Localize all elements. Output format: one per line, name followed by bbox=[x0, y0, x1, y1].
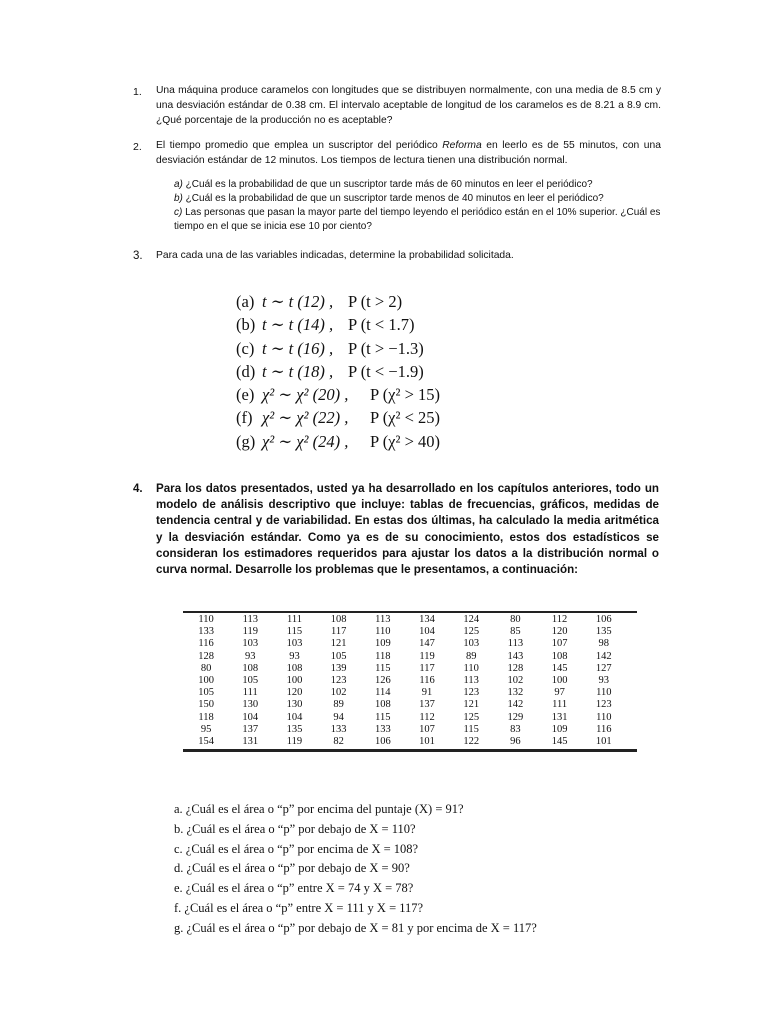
table-cell: 82 bbox=[333, 736, 344, 748]
table-cell: 111 bbox=[552, 699, 568, 711]
table-cell: 110 bbox=[596, 687, 612, 699]
probability-item-b bbox=[236, 313, 440, 336]
part-text: Las personas que pasan la mayor parte del tiempo leyendo el periódico están en el 10% superior. ¿Cuál es tiempo en el que se inicia ese 10 por ciento? bbox=[174, 207, 661, 232]
table-cell: 113 bbox=[463, 675, 479, 687]
item-label: (e) bbox=[236, 385, 255, 405]
table-cell: 118 bbox=[198, 711, 214, 723]
table-cell: 113 bbox=[507, 638, 524, 650]
table-cell: 123 bbox=[595, 699, 612, 711]
table-cell: 109 bbox=[551, 723, 568, 735]
subquestion-f: f. ¿Cuál es el área o “p” entre X = 111 y X = 117? bbox=[174, 900, 424, 915]
item-label: (c) bbox=[236, 338, 255, 358]
table-cell: 110 bbox=[596, 711, 612, 723]
probability-item-f bbox=[236, 406, 440, 429]
item-probability: P (t > −1.3) bbox=[348, 338, 424, 358]
item-label: (g) bbox=[236, 431, 256, 451]
part-text: ¿Cuál es la probabilidad de que un suscriptor tarde más de 60 minutos en leer el periódico? bbox=[182, 179, 593, 190]
table-cell: 150 bbox=[198, 699, 214, 711]
table-cell: 105 bbox=[198, 687, 214, 699]
probability-item-a bbox=[236, 290, 440, 313]
probability-item-d bbox=[236, 360, 440, 383]
question-2-number: 2. bbox=[133, 141, 142, 153]
table-row bbox=[184, 724, 626, 736]
item-distribution: t ∼ t (18) , bbox=[262, 361, 334, 381]
table-cell: 119 bbox=[286, 736, 303, 748]
item-label: (b) bbox=[236, 315, 256, 335]
table-cell: 119 bbox=[419, 650, 435, 662]
table-cell: 83 bbox=[510, 723, 521, 735]
table-cell: 133 bbox=[330, 723, 347, 735]
question-4-number: 4. bbox=[133, 483, 143, 495]
question-4-text: Para los datos presentados, usted ya ha desarrollado en los capítulos anteriores, todo un modelo de análisis descriptivo que incluye: tablas de frecuencias, gráficos, medidas de tendencia central y de variabilidad. En estas dos últimas, ha calculado la media aritmética y la desviación estándar. Como ya es de su conocimiento, estos dos estadísticos se consideran los estimadores requeridos para ajustar los datos a la distribución normal o curva normal. Desarrolle los problemas que le presentamos, a continuación: bbox=[156, 482, 659, 577]
subquestion-c: c. ¿Cuál es el área o “p” por encima de X = 108? bbox=[174, 841, 419, 856]
table-cell: 100 bbox=[198, 675, 214, 687]
item-probability: P (t < 1.7) bbox=[348, 315, 415, 335]
table-cell: 110 bbox=[198, 614, 214, 625]
table-cell: 131 bbox=[551, 711, 568, 723]
probability-list bbox=[236, 290, 440, 453]
table-cell: 113 bbox=[242, 614, 258, 625]
item-distribution: t ∼ t (16) , bbox=[262, 338, 334, 358]
table-cell: 129 bbox=[507, 711, 524, 723]
table-cell: 114 bbox=[375, 687, 391, 699]
item-distribution: χ² ∼ χ² (24) , bbox=[262, 431, 349, 451]
subquestion-g: g. ¿Cuál es el área o “p” por debajo de X = 81 y por encima de X = 117? bbox=[174, 920, 537, 935]
table-cell: 142 bbox=[507, 699, 524, 711]
table-row bbox=[184, 675, 626, 687]
item-distribution: t ∼ t (12) , bbox=[262, 292, 334, 311]
table-cell: 102 bbox=[330, 687, 347, 699]
table-cell: 116 bbox=[198, 638, 214, 650]
table-cell: 106 bbox=[374, 736, 391, 748]
probability-item-c bbox=[236, 337, 440, 360]
table-cell: 111 bbox=[286, 614, 302, 625]
table-cell: 117 bbox=[330, 626, 347, 638]
table-cell: 115 bbox=[375, 711, 391, 723]
table-cell: 108 bbox=[286, 662, 303, 674]
table-cell: 135 bbox=[595, 626, 612, 638]
item-distribution: χ² ∼ χ² (20) , bbox=[262, 385, 349, 405]
table-cell: 119 bbox=[242, 626, 258, 638]
table-row bbox=[184, 736, 626, 748]
table-cell: 137 bbox=[242, 723, 259, 735]
table-cell: 80 bbox=[200, 662, 212, 674]
table-cell: 98 bbox=[598, 638, 610, 650]
table-cell: 94 bbox=[333, 711, 344, 723]
table-cell: 147 bbox=[419, 638, 435, 650]
question-1-text: Una máquina produce caramelos con longitudes que se distribuyen normalmente, con una media de 8.5 cm y una desviación estándar de 0.38 cm. El intervalo aceptable de longitud de los caramelos es de 8.21 a 8.9 cm. ¿Qué porcentaje de la producción no es aceptable? bbox=[156, 85, 661, 126]
probability-item-e bbox=[236, 383, 440, 406]
table-cell: 143 bbox=[507, 650, 524, 662]
table-cell: 116 bbox=[419, 675, 435, 687]
table-cell: 107 bbox=[419, 723, 435, 735]
table-cell: 89 bbox=[333, 699, 344, 711]
table-cell: 109 bbox=[374, 638, 391, 650]
table-cell: 110 bbox=[375, 626, 391, 638]
table-cell: 100 bbox=[551, 675, 568, 687]
table-row bbox=[184, 663, 626, 675]
table-cell: 108 bbox=[330, 614, 347, 625]
item-probability: P (χ² < 25) bbox=[370, 408, 441, 428]
table-top-rule bbox=[183, 611, 637, 613]
table-cell: 145 bbox=[551, 662, 568, 674]
table-cell: 145 bbox=[551, 736, 568, 748]
table-cell: 97 bbox=[554, 687, 565, 699]
table-cell: 112 bbox=[551, 614, 568, 625]
part-letter: c) bbox=[174, 207, 183, 218]
table-cell: 103 bbox=[242, 638, 259, 650]
table-cell: 125 bbox=[463, 626, 480, 638]
question-2-text-part: en leerlo es de 55 minutos, con una desviación estándar de 12 minutos. Los tiempos de lectura tienen una distribución normal. bbox=[156, 140, 661, 166]
item-label: (a) bbox=[236, 292, 255, 311]
table-cell: 80 bbox=[510, 614, 521, 625]
table-row bbox=[184, 712, 626, 724]
table-cell: 103 bbox=[286, 638, 303, 650]
item-label: (d) bbox=[236, 361, 256, 381]
table-cell: 115 bbox=[463, 723, 479, 735]
newspaper-name: Reforma bbox=[442, 140, 482, 151]
table-cell: 112 bbox=[419, 711, 435, 723]
table-cell: 134 bbox=[419, 614, 435, 625]
table-row bbox=[184, 699, 626, 711]
item-probability: P (χ² > 40) bbox=[370, 431, 441, 451]
table-cell: 95 bbox=[200, 723, 212, 735]
table-cell: 132 bbox=[507, 687, 524, 699]
table-cell: 93 bbox=[598, 675, 610, 687]
table-cell: 131 bbox=[242, 736, 259, 748]
part-text: ¿Cuál es la probabilidad de que un suscriptor tarde menos de 40 minutos en leer el periódico? bbox=[182, 193, 604, 204]
question-2-text bbox=[156, 138, 661, 168]
table-cell: 108 bbox=[242, 662, 259, 674]
table-cell: 111 bbox=[242, 687, 258, 699]
question-2-text-part: El tiempo promedio que emplea un suscriptor del periódico bbox=[156, 140, 443, 151]
table-cell: 130 bbox=[242, 699, 259, 711]
question-1-number: 1. bbox=[133, 86, 142, 98]
table-cell: 133 bbox=[374, 723, 391, 735]
question-2-part-b bbox=[174, 192, 664, 206]
table-cell: 91 bbox=[421, 687, 433, 699]
table-cell: 126 bbox=[374, 675, 391, 687]
table-cell: 104 bbox=[286, 711, 303, 723]
table-cell: 101 bbox=[595, 736, 612, 748]
table-cell: 93 bbox=[289, 650, 300, 662]
table-cell: 101 bbox=[419, 736, 435, 748]
part-letter: a) bbox=[174, 179, 183, 190]
table-cell: 118 bbox=[375, 650, 391, 662]
table-cell: 110 bbox=[463, 662, 479, 674]
table-cell: 124 bbox=[463, 614, 480, 625]
table-cell: 85 bbox=[510, 626, 521, 638]
table-cell: 135 bbox=[286, 723, 303, 735]
item-probability: P (t > 2) bbox=[348, 292, 403, 311]
data-table-body bbox=[184, 614, 626, 748]
item-distribution: χ² ∼ χ² (22) , bbox=[262, 408, 349, 428]
table-cell: 137 bbox=[419, 699, 435, 711]
item-probability: P (t < −1.9) bbox=[348, 361, 424, 381]
table-bottom-rule bbox=[183, 749, 637, 752]
table-cell: 115 bbox=[286, 626, 303, 638]
table-cell: 125 bbox=[463, 711, 480, 723]
table-row bbox=[184, 638, 626, 650]
subquestion-e: e. ¿Cuál es el área o “p” entre X = 74 y X = 78? bbox=[174, 881, 414, 896]
item-probability: P (χ² > 15) bbox=[370, 385, 441, 405]
table-cell: 121 bbox=[463, 699, 480, 711]
table-cell: 89 bbox=[465, 650, 477, 662]
table-cell: 104 bbox=[242, 711, 259, 723]
table-cell: 115 bbox=[375, 662, 391, 674]
table-cell: 100 bbox=[286, 675, 303, 687]
question-2-part-c bbox=[174, 206, 664, 234]
table-cell: 105 bbox=[242, 675, 259, 687]
item-label: (f) bbox=[236, 408, 253, 428]
table-cell: 107 bbox=[551, 638, 568, 650]
part-letter: b) bbox=[174, 193, 183, 204]
subquestion-b: b. ¿Cuál es el área o “p” por debajo de X = 110? bbox=[174, 821, 416, 836]
table-cell: 117 bbox=[419, 662, 435, 674]
table-cell: 142 bbox=[595, 650, 612, 662]
table-row bbox=[184, 651, 626, 663]
table-cell: 113 bbox=[375, 614, 391, 625]
table-cell: 133 bbox=[198, 626, 214, 638]
table-cell: 103 bbox=[463, 638, 480, 650]
table-cell: 121 bbox=[330, 638, 347, 650]
question-3-text: Para cada una de las variables indicadas, determine la probabilidad solicitada. bbox=[156, 250, 514, 261]
question-3-number: 3. bbox=[133, 250, 143, 262]
table-cell: 123 bbox=[330, 675, 347, 687]
table-row bbox=[184, 614, 626, 626]
question-2-part-a bbox=[174, 178, 664, 192]
table-cell: 122 bbox=[463, 736, 480, 748]
subquestion-d: d. ¿Cuál es el área o “p” por debajo de X = 90? bbox=[174, 861, 410, 876]
table-cell: 116 bbox=[596, 723, 612, 735]
table-cell: 102 bbox=[507, 675, 524, 687]
table-cell: 127 bbox=[595, 662, 612, 674]
data-table bbox=[184, 614, 626, 748]
table-cell: 104 bbox=[419, 626, 435, 638]
table-cell: 128 bbox=[507, 662, 524, 674]
probability-item-g bbox=[236, 430, 440, 453]
table-cell: 130 bbox=[286, 699, 303, 711]
table-cell: 108 bbox=[374, 699, 391, 711]
table-cell: 108 bbox=[551, 650, 568, 662]
table-cell: 128 bbox=[198, 650, 214, 662]
table-cell: 105 bbox=[330, 650, 347, 662]
table-row bbox=[184, 626, 626, 638]
table-cell: 123 bbox=[463, 687, 480, 699]
table-cell: 154 bbox=[198, 736, 214, 748]
subquestion-a: a. ¿Cuál es el área o “p” por encima del puntaje (X) = 91? bbox=[174, 802, 464, 816]
question-2-parts bbox=[174, 178, 664, 234]
question-4-subquestions bbox=[174, 800, 537, 939]
table-cell: 93 bbox=[245, 650, 256, 662]
table-row bbox=[184, 687, 626, 699]
table-cell: 120 bbox=[551, 626, 568, 638]
table-cell: 120 bbox=[286, 687, 303, 699]
table-cell: 106 bbox=[595, 614, 612, 625]
table-cell: 139 bbox=[330, 662, 347, 674]
item-distribution: t ∼ t (14) , bbox=[262, 315, 334, 335]
table-cell: 96 bbox=[510, 736, 521, 748]
